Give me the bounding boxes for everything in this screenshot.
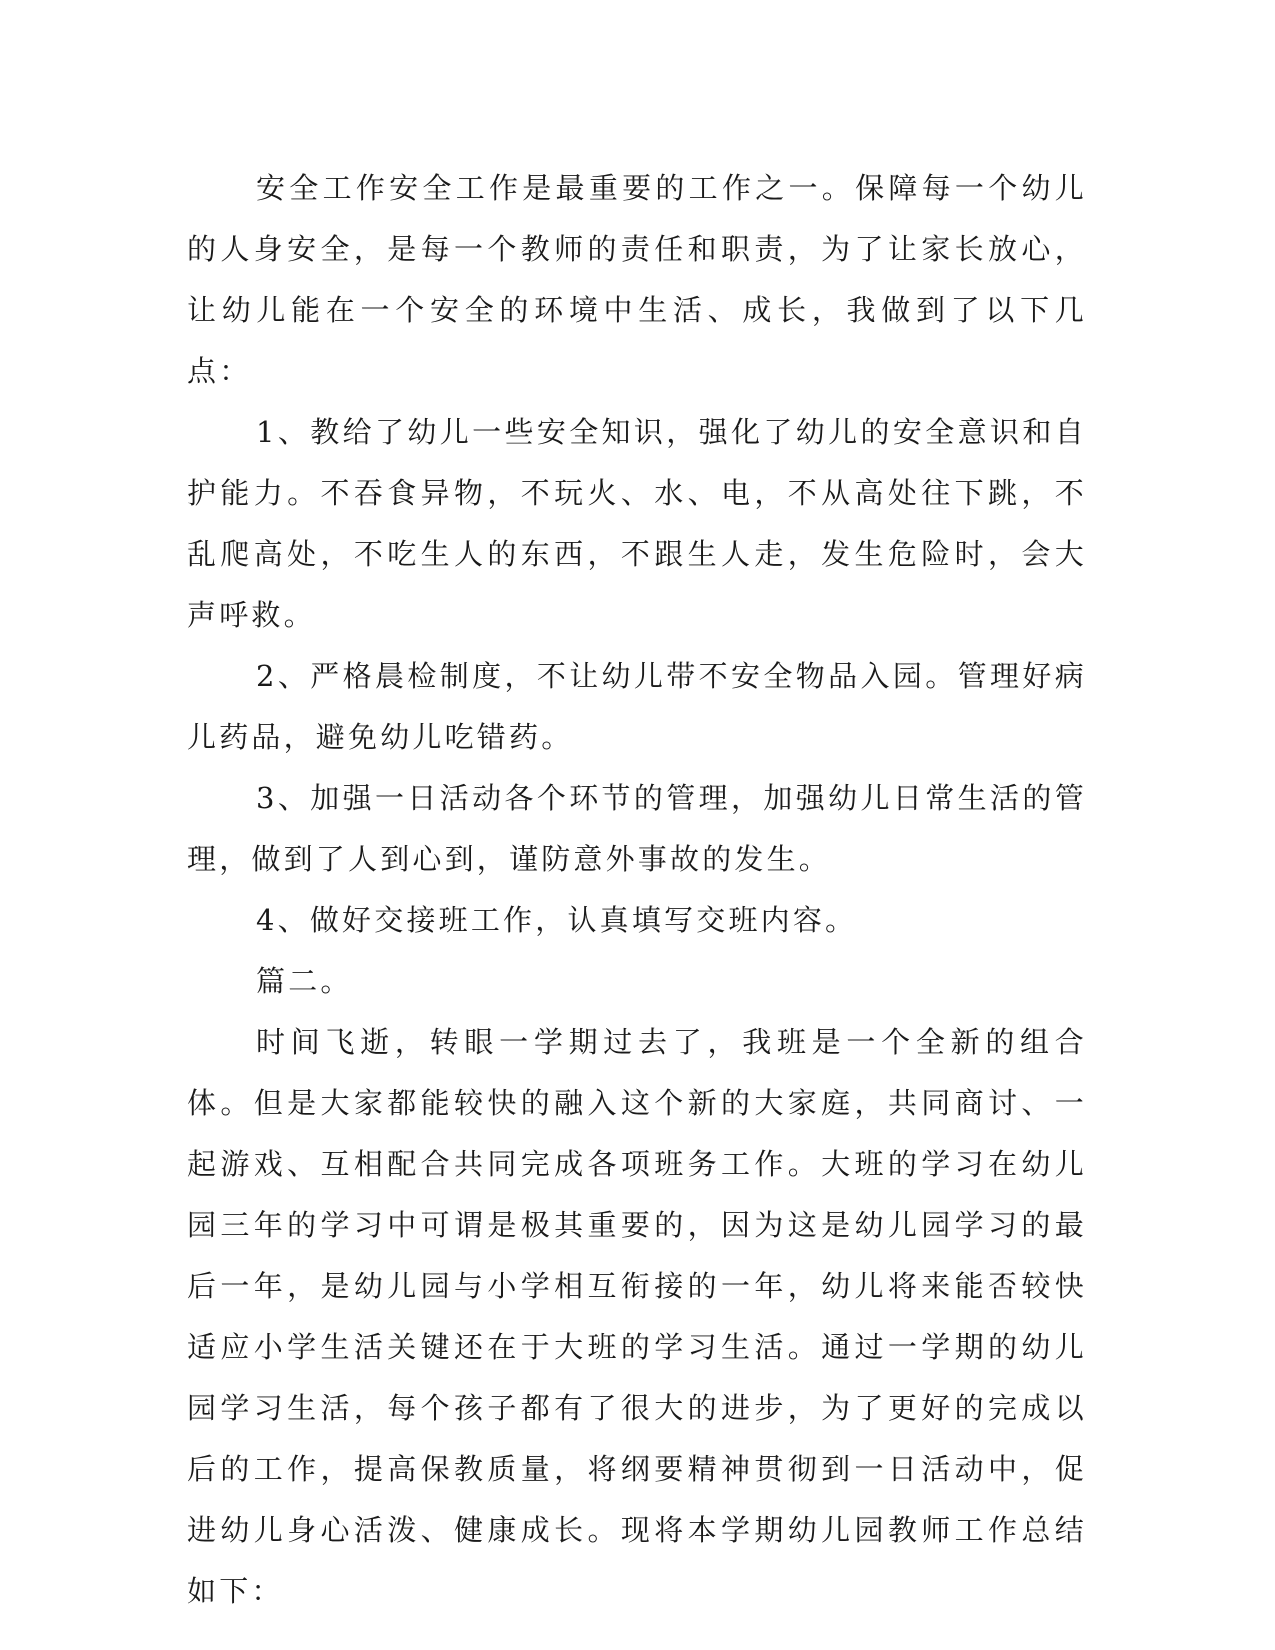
paragraph-safety-intro: 安全工作安全工作是最重要的工作之一。保障每一个幼儿的人身安全，是每一个教师的责任和职责，为了让家长放心，让幼儿能在一个安全的环境中生活、成长，我做到了以下几点： [187, 171, 1087, 388]
section-heading-part-two: 篇二。 [256, 964, 353, 998]
paragraph-safety-item-1: 1、教给了幼儿一些安全知识，强化了幼儿的安全意识和自护能力。不吞食异物，不玩火、水、电，不从高处往下跳，不乱爬高处，不吃生人的东西，不跟生人走，发生危险时，会大声呼救。 [187, 415, 1087, 632]
paragraph-safety-item-3: 3、加强一日活动各个环节的管理，加强幼儿日常生活的管理，做到了人到心到，谨防意外事故的发生。 [187, 781, 1087, 876]
paragraph-safety-item-2: 2、严格晨检制度，不让幼儿带不安全物品入园。管理好病儿药品，避免幼儿吃错药。 [187, 659, 1087, 754]
paragraph-part-two-intro: 时间飞逝，转眼一学期过去了，我班是一个全新的组合体。但是大家都能较快的融入这个新的大家庭，共同商讨、一起游戏、互相配合共同完成各项班务工作。大班的学习在幼儿园三年的学习中可谓是极其重要的，因为这是幼儿园学习的最后一年，是幼儿园与小学相互衔接的一年，幼儿将来能否较快适应小学生活关键还在于大班的学习生活。通过一学期的幼儿园学习生活，每个孩子都有了很大的进步，为了更好的完成以后的工作，提高保教质量，将纲要精神贯彻到一日活动中，促进幼儿身心活泼、健康成长。现将本学期幼儿园教师工作总结如下： [187, 1025, 1087, 1608]
document-body [187, 158, 1087, 1622]
paragraph-safety-item-4: 4、做好交接班工作，认真填写交班内容。 [256, 903, 858, 937]
